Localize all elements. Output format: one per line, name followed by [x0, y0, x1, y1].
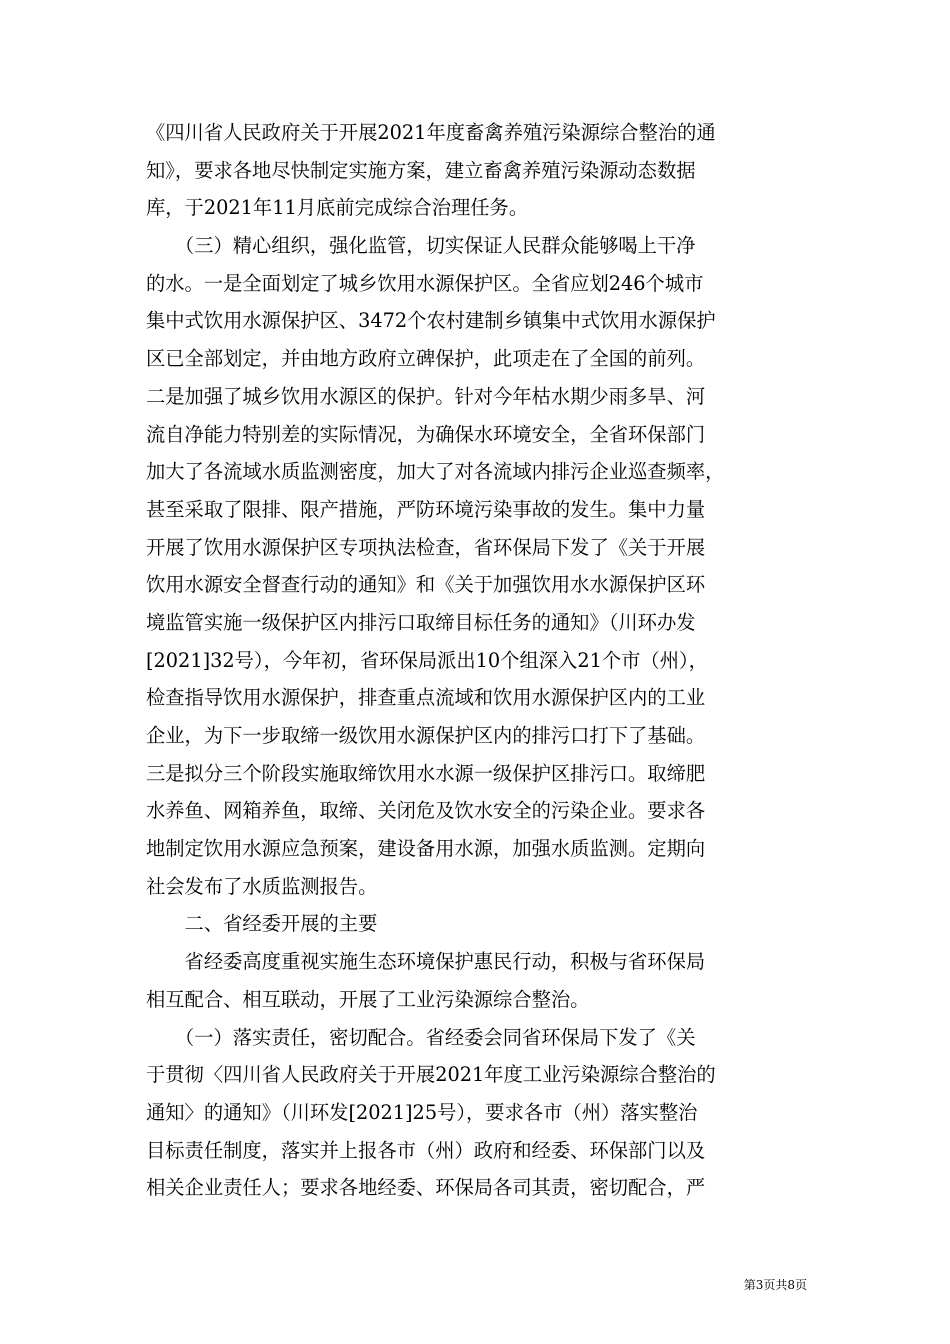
text-line: 目标责任制度，落实并上报各市（州）政府和经委、环保部门以及	[146, 1138, 706, 1162]
text-line: 流自净能力特别差的实际情况，为确保水环境安全，全省环保部门	[146, 422, 706, 446]
text-line: 相互配合、相互联动，开展了工业污染源综合整治。	[146, 987, 590, 1011]
text-line: 省经委高度重视实施生态环境保护惠民行动，积极与省环保局	[146, 950, 706, 974]
text-line: 检查指导饮用水源保护，排查重点流域和饮用水源保护区内的工业	[146, 686, 706, 710]
text-line: （三）精心组织，强化监管，切实保证人民群众能够喝上干净	[146, 234, 696, 258]
text-line: 水养鱼、网箱养鱼，取缔、关闭危及饮水安全的污染企业。要求各	[146, 799, 706, 823]
text-line: 三是拟分三个阶段实施取缔饮用水水源一级保护区排污口。取缔肥	[146, 761, 706, 785]
text-line: 库，于2021年11月底前完成综合治理任务。	[146, 196, 529, 220]
text-line: 企业，为下一步取缔一级饮用水源保护区内的排污口打下了基础。	[146, 724, 706, 747]
text-line: 通知〉的通知》（川环发[2021]25号），要求各市（州）落实整治	[146, 1100, 698, 1124]
text-line: 于贯彻〈四川省人民政府关于开展2021年度工业污染源综合整治的	[146, 1063, 716, 1087]
document-body	[146, 114, 806, 1207]
text-line: 社会发布了水质监测报告。	[146, 874, 378, 898]
text-line: 《四川省人民政府关于开展2021年度畜禽养殖污染源综合整治的通	[146, 121, 716, 144]
section-heading: 二、省经委开展的主要	[146, 912, 378, 936]
text-line: 集中式饮用水源保护区、3472个农村建制乡镇集中式饮用水源保护	[146, 309, 716, 333]
text-line: 二是加强了城乡饮用水源区的保护。针对今年枯水期少雨多旱、河	[146, 384, 706, 408]
text-line: 加大了各流域水质监测密度，加大了对各流域内排污企业巡查频率，	[146, 460, 725, 484]
text-line: 饮用水源安全督查行动的通知》和《关于加强饮用水水源保护区环	[146, 573, 706, 597]
text-line: 的水。一是全面划定了城乡饮用水源保护区。全省应划246个城市	[146, 271, 704, 295]
text-line: 开展了饮用水源保护区专项执法检查，省环保局下发了《关于开展	[146, 535, 706, 559]
text-line: [2021]32号），今年初，省环保局派出10个组深入21个市（州），	[146, 648, 708, 672]
text-line: 知》，要求各地尽快制定实施方案，建立畜禽养殖污染源动态数据	[146, 158, 696, 182]
text-line: （一）落实责任，密切配合。省经委会同省环保局下发了《关	[146, 1025, 696, 1049]
text-line: 相关企业责任人；要求各地经委、环保局各司其责，密切配合，严	[146, 1176, 706, 1200]
text-line: 地制定饮用水源应急预案，建设备用水源，加强水质监测。定期向	[146, 837, 706, 861]
text-line: 区已全部划定，并由地方政府立碑保护，此项走在了全国的前列。	[146, 347, 706, 371]
text-line: 甚至采取了限排、限产措施，严防环境污染事故的发生。集中力量	[146, 497, 706, 521]
page-number: 第3页共8页	[743, 1278, 807, 1292]
text-line: 境监管实施一级保护区内排污口取缔目标任务的通知》（川环办发	[146, 610, 696, 634]
